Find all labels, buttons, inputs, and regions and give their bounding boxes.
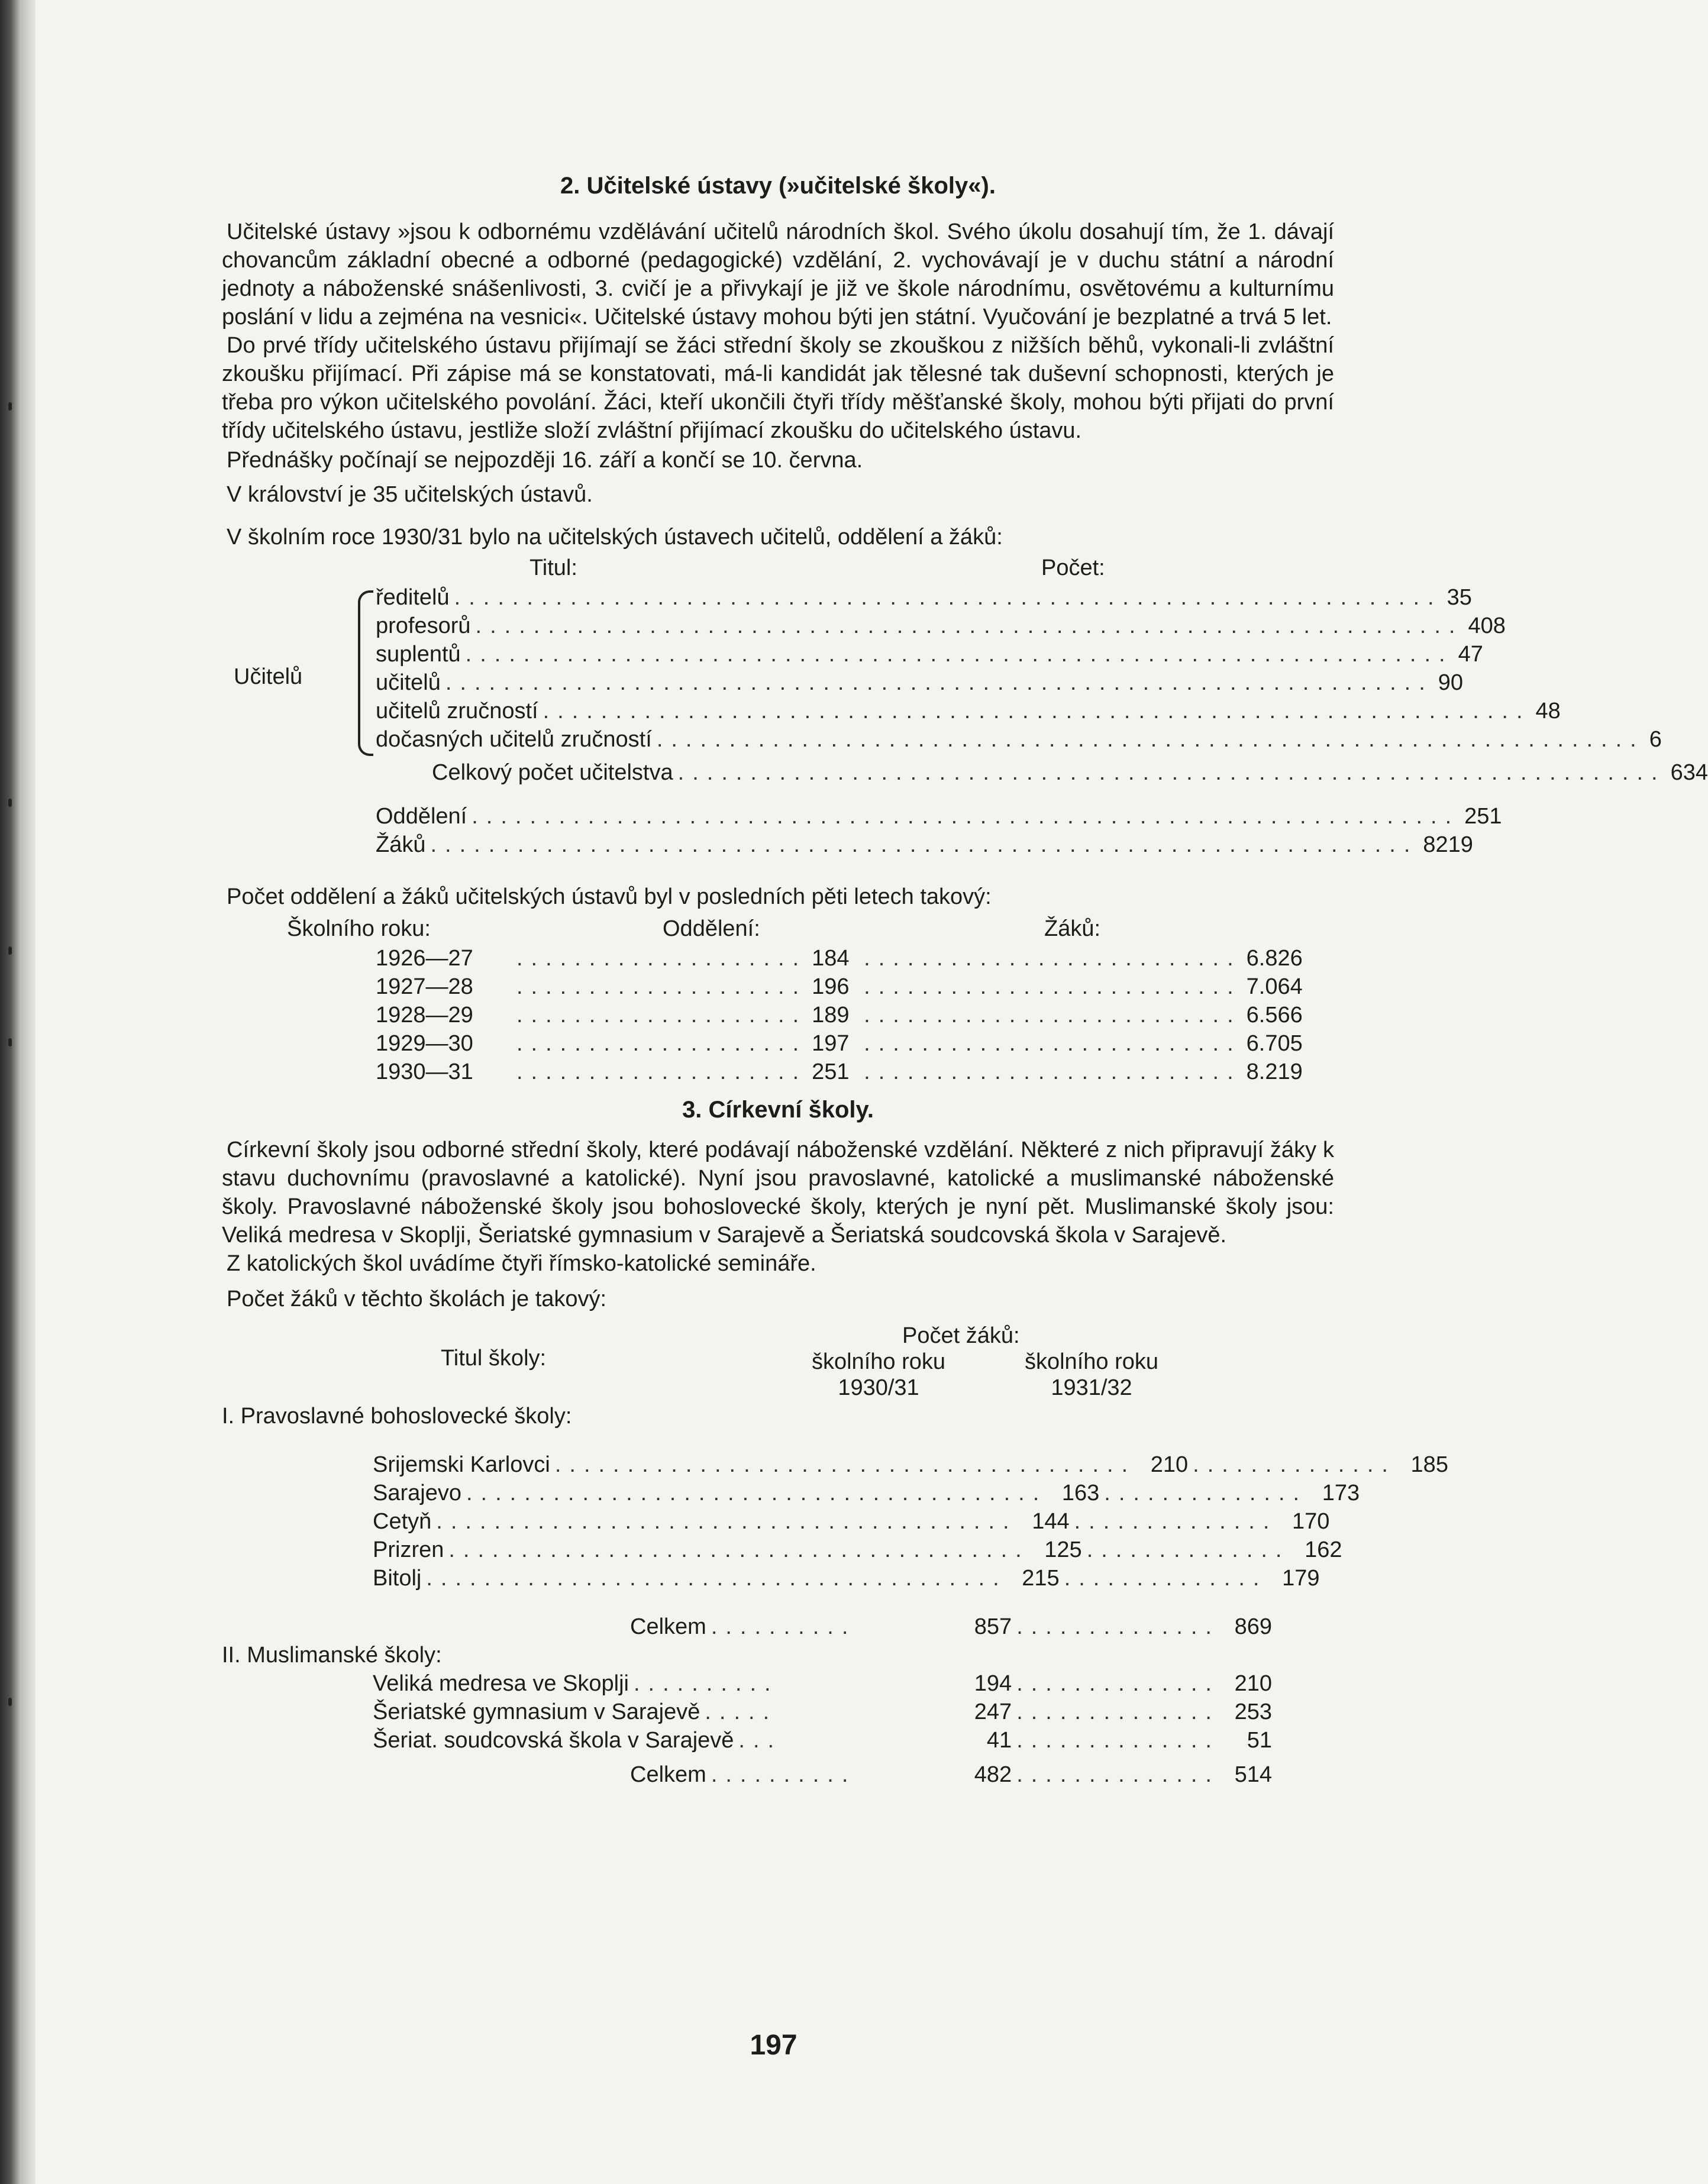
church-schools-table [222,1316,1448,1848]
staff-rows [376,583,1662,754]
total-value-1931: 869 [1234,1614,1272,1639]
row-value: 251 [1464,804,1502,829]
row-departments: 251 [812,1059,850,1084]
row-name: Šeriat. soudcovská škola v Sarajevě [373,1728,734,1753]
table-row [376,1029,1303,1058]
row-value-1930: 163 [1061,1481,1100,1505]
row-name: Veliká medresa ve Skoplji [373,1671,629,1696]
leader-dots: .............. [1016,1700,1220,1724]
row-departments: 184 [812,946,850,971]
column-header-pupils: Žáků: [1044,916,1101,941]
row-name: Šeriatské gymnasium v Sarajevě [373,1700,700,1724]
leader-dots: .......................... [864,946,1242,971]
leader-dots: ........................................ [448,1537,1030,1562]
row-value: 35 [1447,585,1472,610]
table-row [373,1450,1448,1479]
row-value-1930: 247 [974,1700,1012,1724]
year2-value: 1931/32 [1051,1375,1132,1400]
row-label: ředitelů [376,585,450,610]
yearly-table [222,915,1334,1092]
column-header-year1 [775,1348,982,1402]
row-year: 1926—27 [376,946,473,971]
leader-dots: .............. [1193,1452,1396,1477]
group-label-muslim: II. Muslimanské školy: [222,1643,442,1668]
row-value: 408 [1468,613,1506,638]
total-label: Celkem [630,1614,706,1639]
row-pupils: 8.219 [1246,1059,1303,1084]
table-row [376,831,1473,859]
column-header-count: Počet žáků: [902,1323,1020,1348]
table-row [373,1479,1360,1507]
table-row [376,668,1464,697]
row-value: 6 [1649,727,1662,752]
leader-dots: .......... [634,1671,779,1696]
row-value-1931: 170 [1292,1509,1330,1534]
leader-dots: ... [738,1728,783,1753]
paragraph: Z katolických škol uvádíme čtyři římsko-katolické semináře. [227,1251,816,1276]
column-header-title: Titul: [529,555,577,580]
table-row [373,1669,1272,1698]
row-name: Cetyň [373,1509,432,1534]
year2-label: školního roku [1024,1349,1158,1374]
leader-dots: .............. [1016,1614,1220,1639]
row-pupils: 6.566 [1246,1003,1303,1028]
year1-label: školního roku [811,1349,945,1374]
row-year: 1928—29 [376,1003,473,1028]
column-header-year2 [994,1348,1189,1402]
row-name: Prizren [373,1537,444,1562]
row-value-1931: 210 [1234,1671,1272,1696]
leader-dots: .................................................................... [465,642,1454,667]
total-value-1930: 857 [974,1614,1012,1639]
muslim-total-row [630,1760,1272,1789]
row-value-1931: 179 [1282,1566,1320,1591]
staff-table [222,554,1708,873]
paragraph: V školním roce 1930/31 bylo na učitelských ústavech učitelů, oddělení a žáků: [227,525,1003,550]
orthodox-rows [373,1450,1448,1592]
page-content [222,172,1708,1848]
row-value-1931: 173 [1322,1481,1360,1505]
leader-dots: .............. [1086,1537,1290,1562]
year1-value: 1930/31 [838,1375,919,1400]
table-row [376,973,1303,1001]
row-value-1930: 144 [1032,1509,1070,1534]
margin-speck [8,1038,12,1046]
leader-dots: .............. [1016,1671,1220,1696]
row-label: učitelů [376,670,441,695]
row-label: učitelů zručností [376,699,538,723]
total-label: Celkový počet učitelstva [432,760,673,785]
total-value: 634 [1670,760,1708,785]
row-name: Bitolj [373,1566,422,1591]
table-row [376,1001,1303,1029]
leader-dots: .......... [711,1762,857,1787]
leader-dots: .......................... [864,1031,1242,1056]
leader-dots: .................................................................... [445,670,1433,695]
row-departments: 196 [812,974,850,999]
table-row [376,944,1303,973]
row-value-1930: 194 [974,1671,1012,1696]
table-row [376,802,1502,831]
row-departments: 197 [812,1031,850,1056]
leader-dots: .................... [516,946,808,971]
row-year: 1930—31 [376,1059,473,1084]
row-year: 1927—28 [376,974,473,999]
leader-dots: .............. [1016,1728,1220,1753]
table-row [376,583,1472,612]
paragraph: Učitelské ústavy »jsou k odbornému vzdělávání učitelů národních škol. Svého úkolu dosahují tím, že 1. dávají chovancům základní obecné a odborné (pedagogické) vzdělání, 2. vychovávají je v duchu státní a národní jednoty a náboženské snášenlivosti, 3. cvičí je a přivykají je již ve škole národnímu, osvětovému a kulturnímu poslání v lidu a zejména na vesnici«. Učitelské ústavy mohou býti jen státní. Vyučování je bezplatné a trvá 5 let. [222,219,1334,329]
book-binding-edge [0,0,35,2184]
leader-dots: ........................................ [466,1481,1048,1505]
row-value-1930: 215 [1022,1566,1060,1591]
leader-dots: .......................... [864,1059,1242,1084]
curly-brace [358,590,373,756]
table-row [373,1698,1272,1726]
row-pupils: 6.826 [1246,946,1303,971]
column-header-year: Školního roku: [287,916,431,941]
leader-dots: .................................................................... [430,832,1419,857]
leader-dots: .................................................................... [475,613,1464,638]
total-value-1930: 482 [974,1762,1012,1787]
leader-dots: .................................................................... [472,804,1460,829]
leader-dots: ........................................ [436,1509,1018,1534]
row-value-1931: 51 [1247,1728,1272,1753]
leader-dots: .................... [516,974,808,999]
table-row [376,697,1561,725]
leader-dots: .............. [1074,1509,1278,1534]
row-label: suplentů [376,642,461,667]
margin-speck [8,402,12,411]
leader-dots: .............. [1104,1481,1308,1505]
leader-dots: .......................... [864,1003,1242,1028]
leader-dots: .............. [1064,1566,1268,1591]
paragraph: Počet žáků v těchto školách je takový: [227,1287,607,1311]
section-heading-teacher-institutes: 2. Učitelské ústavy (»učitelské školy«). [560,173,996,199]
row-pupils: 7.064 [1246,974,1303,999]
column-header-count: Počet: [1041,555,1105,580]
leader-dots: .................................................................... [454,585,1442,610]
leader-dots: ........................................ [426,1566,1008,1591]
paragraph: Do prvé třídy učitelského ústavu přijímají se žáci střední školy se zkouškou z nižších běhů, vykonali-li zvláštní zkoušku přijímací. Při zápise má se konstatovati, má-li kandidát jak tělesné tak duševní schopnosti, kterých je třeba pro výkon učitelského povolání. Žáci, kteří ukončili čtyři třídy měšťanské školy, mohou býti přijati do první třídy učitelského ústavu, jestliže složí zvláštní přijímací zkoušku do učitelského ústavu. [222,333,1334,443]
column-header-departments: Oddělení: [663,916,760,941]
row-value-1931: 162 [1305,1537,1342,1562]
total-value-1931: 514 [1234,1762,1272,1787]
leader-dots: .................................................................... [543,699,1531,723]
row-departments: 189 [812,1003,850,1028]
leader-dots: .............. [1016,1762,1220,1787]
row-name: Srijemski Karlovci [373,1452,550,1477]
row-year: 1929—30 [376,1031,473,1056]
leader-dots: .......... [711,1614,857,1639]
row-label: profesorů [376,613,471,638]
leader-dots: .................... [516,1059,808,1084]
table-row [376,725,1662,754]
row-value-1931: 253 [1234,1700,1272,1724]
section-heading-church-schools: 3. Církevní školy. [682,1097,874,1123]
table-row [376,640,1483,668]
table-row [373,1507,1330,1536]
page-number: 197 [750,2030,798,2061]
row-label: dočasných učitelů zručností [376,727,652,752]
row-name: Sarajevo [373,1481,461,1505]
paragraph: Přednášky počínají se nejpozději 16. září a končí se 10. června. [227,448,863,473]
total-label: Celkem [630,1762,706,1787]
row-value-1931: 185 [1410,1452,1448,1477]
row-value: 48 [1535,699,1561,723]
leader-dots: .......................... [864,974,1242,999]
summary-rows [376,802,1502,859]
table-row [376,612,1506,640]
paragraph: V království je 35 učitelských ústavů. [227,482,593,507]
margin-speck [8,799,12,807]
leader-dots: ..... [705,1700,778,1724]
group-label-orthodox: I. Pravoslavné bohoslovecké školy: [222,1404,572,1429]
row-value: 47 [1458,642,1483,667]
paragraph: Církevní školy jsou odborné střední školy, které podávají náboženské vzdělání. Některé z nich připravují žáky k stavu duchovnímu (pravoslavné a katolické). Nyní jsou pravoslavné, katolické a muslimanské náboženské školy. Pravoslavné náboženské školy jsou bohoslovecké školy, kterých je nyní pět. Muslimanské školy jsou: Veliká medresa v Skoplji, Šeriatské gymnasium v Sarajevě a Šeriatská soudcovská škola v Sarajevě. [222,1138,1334,1248]
row-value-1930: 125 [1044,1537,1082,1562]
leader-dots: .................................................................... [656,727,1645,752]
margin-speck [8,1698,12,1706]
table-row [373,1726,1272,1755]
orthodox-total-row [630,1613,1272,1641]
margin-speck [8,946,12,955]
row-label: Oddělení [376,804,467,829]
row-label: Žáků [376,832,426,857]
table-row [373,1536,1342,1564]
yearly-rows [376,944,1303,1086]
leader-dots: .................... [516,1003,808,1028]
row-value: 8219 [1423,832,1473,857]
total-row [432,758,1708,787]
table-row [376,1058,1303,1086]
row-value-1930: 210 [1150,1452,1189,1477]
group-label-teachers: Učitelů [234,664,303,689]
column-header-title: Titul školy: [441,1346,547,1371]
table-row [373,1564,1320,1592]
muslim-rows [373,1669,1272,1755]
paragraph: Počet oddělení a žáků učitelských ústavů byl v posledních pěti letech takový: [227,884,992,909]
leader-dots: .................................................................... [677,760,1666,785]
row-value: 90 [1438,670,1464,695]
row-pupils: 6.705 [1246,1031,1303,1056]
leader-dots: ........................................ [554,1452,1136,1477]
leader-dots: .................... [516,1031,808,1056]
row-value-1930: 41 [986,1728,1012,1753]
